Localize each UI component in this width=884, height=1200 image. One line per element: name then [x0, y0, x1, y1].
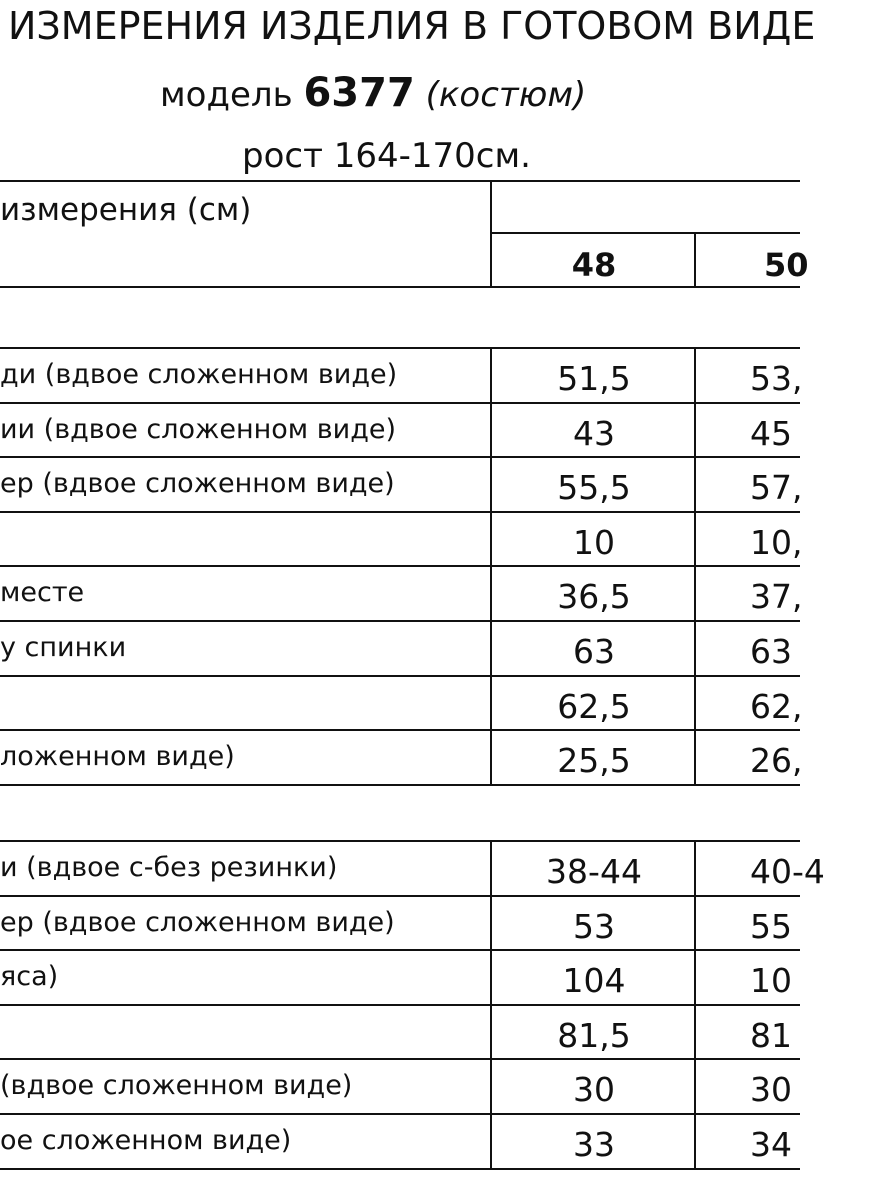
value-size-50: 57,: [750, 468, 803, 508]
value-size-48: 62,5: [557, 686, 631, 726]
value-size-48: 30: [573, 1070, 615, 1110]
grid-line: [0, 949, 800, 951]
grid-line: [0, 180, 800, 182]
grid-line: [0, 675, 800, 677]
model-type: (костюм): [425, 75, 587, 115]
grid-line: [490, 840, 492, 1168]
grid-line: [0, 402, 800, 404]
value-size-48: 51,5: [557, 359, 631, 398]
value-size-48: 10: [573, 522, 615, 562]
header-label: измерения (см): [0, 192, 252, 228]
grid-line: [0, 1113, 800, 1115]
row-label: месте: [0, 577, 85, 609]
value-size-48: 36,5: [557, 577, 631, 617]
grid-line: [0, 620, 800, 622]
row-label: ер (вдвое сложенном виде): [0, 468, 395, 500]
value-size-50: 55: [750, 906, 792, 946]
grid-line: [0, 1168, 800, 1170]
grid-line: [0, 840, 800, 842]
value-size-50: 63: [750, 632, 792, 671]
row-label: ложенном виде): [0, 741, 235, 773]
row-label: ер (вдвое сложенном виде): [0, 906, 395, 938]
size-50-header: 50: [764, 246, 809, 284]
value-size-48: 25,5: [557, 741, 631, 781]
grid-line: [694, 232, 696, 286]
row-label: ди (вдвое сложенном виде): [0, 359, 398, 390]
value-size-50: 34: [750, 1125, 792, 1164]
grid-line: [0, 286, 800, 288]
model-number: 6377: [303, 70, 415, 116]
row-label: и (вдвое с-без резинки): [0, 852, 338, 883]
row-label: ии (вдвое сложенном виде): [0, 413, 397, 445]
grid-line: [0, 1058, 800, 1060]
grid-line: [0, 511, 800, 513]
value-size-48: 63: [573, 632, 615, 671]
row-label: яса): [0, 961, 59, 993]
row-label: у спинки: [0, 632, 127, 663]
grid-line: [694, 347, 696, 784]
grid-line: [694, 840, 696, 1168]
row-label: (вдвое сложенном виде): [0, 1070, 353, 1102]
value-size-50: 30: [750, 1070, 792, 1110]
value-size-48: 81,5: [557, 1015, 631, 1055]
value-size-50: 10: [750, 961, 792, 1001]
value-size-50: 26,: [750, 741, 803, 781]
value-size-50: 81: [750, 1015, 792, 1055]
value-size-48: 43: [573, 413, 615, 453]
grid-line: [490, 232, 800, 234]
model-line: [160, 70, 586, 116]
grid-line: [0, 1004, 800, 1006]
grid-line: [0, 456, 800, 458]
value-size-48: 38-44: [546, 852, 642, 891]
grid-line: [0, 729, 800, 731]
grid-line: [0, 565, 800, 567]
value-size-50: 53,: [750, 359, 803, 398]
document-title: ИЗМЕРЕНИЯ ИЗДЕЛИЯ В ГОТОВОМ ВИДЕ: [8, 4, 816, 48]
model-prefix: модель: [160, 75, 293, 115]
grid-line: [0, 895, 800, 897]
grid-line: [490, 180, 492, 286]
size-48-header: 48: [571, 246, 617, 284]
value-size-50: 45: [750, 413, 792, 453]
value-size-50: 40-4: [750, 852, 825, 891]
value-size-48: 33: [573, 1125, 615, 1164]
grid-line: [0, 347, 800, 349]
value-size-50: 62,: [750, 686, 803, 726]
value-size-50: 37,: [750, 577, 803, 617]
value-size-48: 104: [562, 961, 626, 1001]
grid-line: [490, 347, 492, 784]
value-size-48: 53: [573, 906, 615, 946]
grid-line: [0, 784, 800, 786]
value-size-48: 55,5: [557, 468, 631, 508]
height-line: рост 164-170см.: [242, 136, 531, 176]
value-size-50: 10,: [750, 522, 803, 562]
row-label: ое сложенном виде): [0, 1125, 292, 1156]
